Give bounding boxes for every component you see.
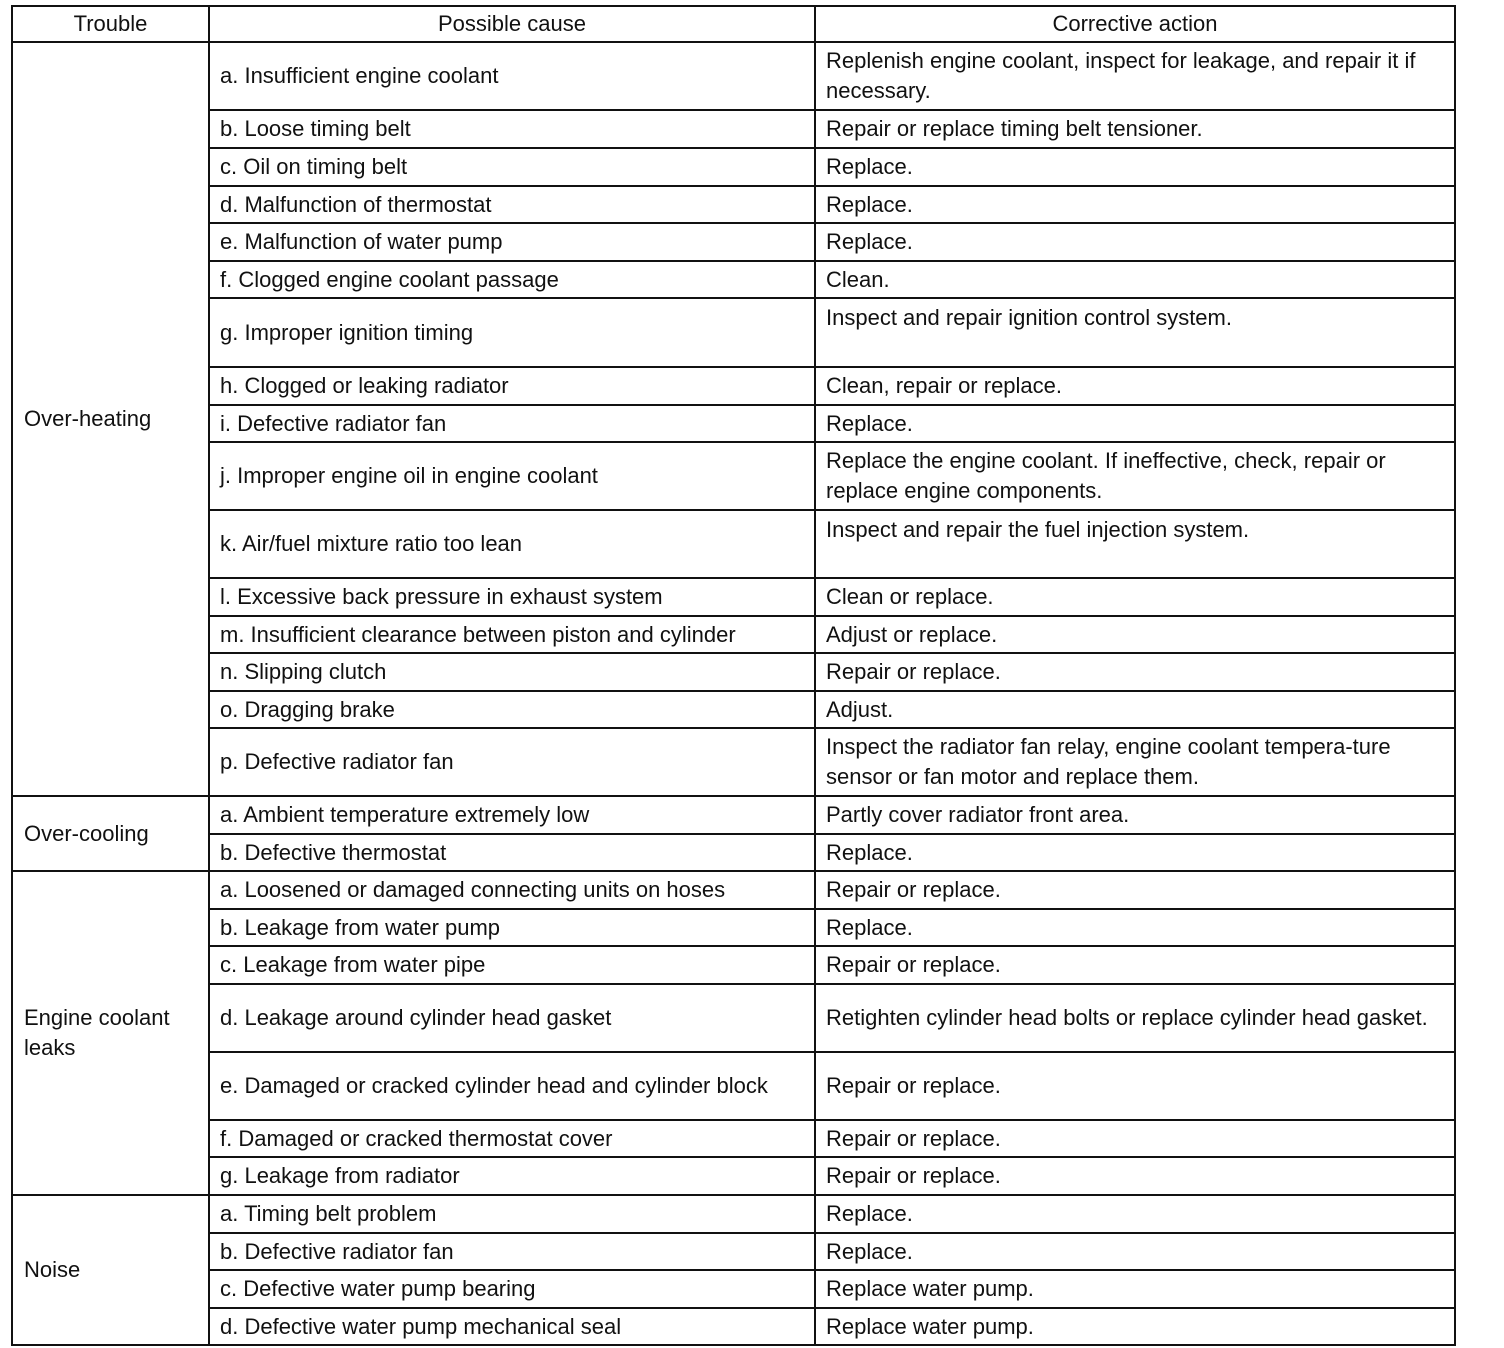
possible-cause-cell: g. Leakage from radiator	[209, 1157, 815, 1195]
possible-cause-cell: a. Loosened or damaged connecting units on hoses	[209, 871, 815, 909]
possible-cause-cell: b. Leakage from water pump	[209, 909, 815, 946]
possible-cause-cell: a. Insufficient engine coolant	[209, 42, 815, 110]
possible-cause-cell: c. Defective water pump bearing	[209, 1270, 815, 1308]
corrective-action-cell: Replace.	[815, 223, 1455, 261]
troubleshooting-table	[11, 5, 1456, 1346]
possible-cause-cell: e. Malfunction of water pump	[209, 223, 815, 261]
corrective-action-cell: Replenish engine coolant, inspect for leakage, and repair it if necessary.	[815, 42, 1455, 110]
possible-cause-cell: m. Insufficient clearance between piston and cylinder	[209, 616, 815, 653]
table-row	[12, 1157, 1455, 1195]
table-row	[12, 909, 1455, 946]
corrective-action-cell: Replace water pump.	[815, 1270, 1455, 1308]
corrective-action-cell: Repair or replace.	[815, 653, 1455, 691]
table-body	[12, 42, 1455, 1345]
possible-cause-cell: d. Defective water pump mechanical seal	[209, 1308, 815, 1345]
possible-cause-cell: k. Air/fuel mixture ratio too lean	[209, 510, 815, 578]
trouble-cell: Over-cooling	[12, 796, 209, 871]
table-row	[12, 367, 1455, 405]
corrective-action-cell: Partly cover radiator front area.	[815, 796, 1455, 834]
header-row	[12, 6, 1455, 42]
corrective-action-cell: Retighten cylinder head bolts or replace cylinder head gasket.	[815, 984, 1455, 1052]
corrective-action-cell: Clean.	[815, 261, 1455, 298]
corrective-action-cell: Replace the engine coolant. If ineffective, check, repair or replace engine components.	[815, 442, 1455, 510]
table-row	[12, 728, 1455, 796]
table-row	[12, 1052, 1455, 1120]
possible-cause-cell: g. Improper ignition timing	[209, 298, 815, 367]
table-row	[12, 1120, 1455, 1157]
corrective-action-cell: Repair or replace.	[815, 1052, 1455, 1120]
corrective-action-cell: Repair or replace.	[815, 946, 1455, 984]
table-row	[12, 186, 1455, 223]
possible-cause-cell: h. Clogged or leaking radiator	[209, 367, 815, 405]
table-row	[12, 1195, 1455, 1233]
table-row	[12, 946, 1455, 984]
table-row	[12, 42, 1455, 110]
table-row	[12, 405, 1455, 442]
possible-cause-cell: b. Defective thermostat	[209, 834, 815, 871]
table-row	[12, 298, 1455, 367]
table-row	[12, 110, 1455, 148]
corrective-action-cell: Replace water pump.	[815, 1308, 1455, 1345]
table-row	[12, 223, 1455, 261]
table-row	[12, 578, 1455, 616]
corrective-action-cell: Replace.	[815, 1195, 1455, 1233]
possible-cause-cell: f. Damaged or cracked thermostat cover	[209, 1120, 815, 1157]
possible-cause-cell: e. Damaged or cracked cylinder head and cylinder block	[209, 1052, 815, 1120]
table-row	[12, 691, 1455, 728]
possible-cause-cell: n. Slipping clutch	[209, 653, 815, 691]
possible-cause-cell: b. Loose timing belt	[209, 110, 815, 148]
possible-cause-cell: p. Defective radiator fan	[209, 728, 815, 796]
corrective-action-cell: Repair or replace.	[815, 1120, 1455, 1157]
table-row	[12, 1270, 1455, 1308]
possible-cause-cell: j. Improper engine oil in engine coolant	[209, 442, 815, 510]
table-row	[12, 148, 1455, 186]
possible-cause-cell: d. Malfunction of thermostat	[209, 186, 815, 223]
possible-cause-cell: c. Leakage from water pipe	[209, 946, 815, 984]
possible-cause-cell: l. Excessive back pressure in exhaust system	[209, 578, 815, 616]
corrective-action-cell: Inspect and repair the fuel injection system.	[815, 510, 1455, 578]
corrective-action-cell: Replace.	[815, 148, 1455, 186]
trouble-cell: Engine coolant leaks	[12, 871, 209, 1195]
header-trouble: Trouble	[12, 6, 209, 42]
possible-cause-cell: d. Leakage around cylinder head gasket	[209, 984, 815, 1052]
header-corrective-action: Corrective action	[815, 6, 1455, 42]
possible-cause-cell: a. Timing belt problem	[209, 1195, 815, 1233]
corrective-action-cell: Replace.	[815, 909, 1455, 946]
corrective-action-cell: Replace.	[815, 1233, 1455, 1270]
possible-cause-cell: c. Oil on timing belt	[209, 148, 815, 186]
table-row	[12, 796, 1455, 834]
table-row	[12, 261, 1455, 298]
table-row	[12, 1308, 1455, 1345]
corrective-action-cell: Replace.	[815, 834, 1455, 871]
corrective-action-cell: Repair or replace.	[815, 871, 1455, 909]
trouble-cell: Over-heating	[12, 42, 209, 796]
possible-cause-cell: o. Dragging brake	[209, 691, 815, 728]
corrective-action-cell: Repair or replace.	[815, 1157, 1455, 1195]
trouble-cell: Noise	[12, 1195, 209, 1345]
table-row	[12, 871, 1455, 909]
corrective-action-cell: Clean or replace.	[815, 578, 1455, 616]
table-row	[12, 1233, 1455, 1270]
corrective-action-cell: Inspect and repair ignition control system.	[815, 298, 1455, 367]
possible-cause-cell: a. Ambient temperature extremely low	[209, 796, 815, 834]
table-row	[12, 442, 1455, 510]
corrective-action-cell: Repair or replace timing belt tensioner.	[815, 110, 1455, 148]
table-row	[12, 984, 1455, 1052]
corrective-action-cell: Replace.	[815, 405, 1455, 442]
table-row	[12, 616, 1455, 653]
corrective-action-cell: Adjust or replace.	[815, 616, 1455, 653]
table-row	[12, 510, 1455, 578]
table-row	[12, 653, 1455, 691]
corrective-action-cell: Clean, repair or replace.	[815, 367, 1455, 405]
possible-cause-cell: i. Defective radiator fan	[209, 405, 815, 442]
possible-cause-cell: b. Defective radiator fan	[209, 1233, 815, 1270]
header-possible-cause: Possible cause	[209, 6, 815, 42]
possible-cause-cell: f. Clogged engine coolant passage	[209, 261, 815, 298]
corrective-action-cell: Adjust.	[815, 691, 1455, 728]
corrective-action-cell: Inspect the radiator fan relay, engine coolant tempera-ture sensor or fan motor and replace them.	[815, 728, 1455, 796]
table-row	[12, 834, 1455, 871]
corrective-action-cell: Replace.	[815, 186, 1455, 223]
